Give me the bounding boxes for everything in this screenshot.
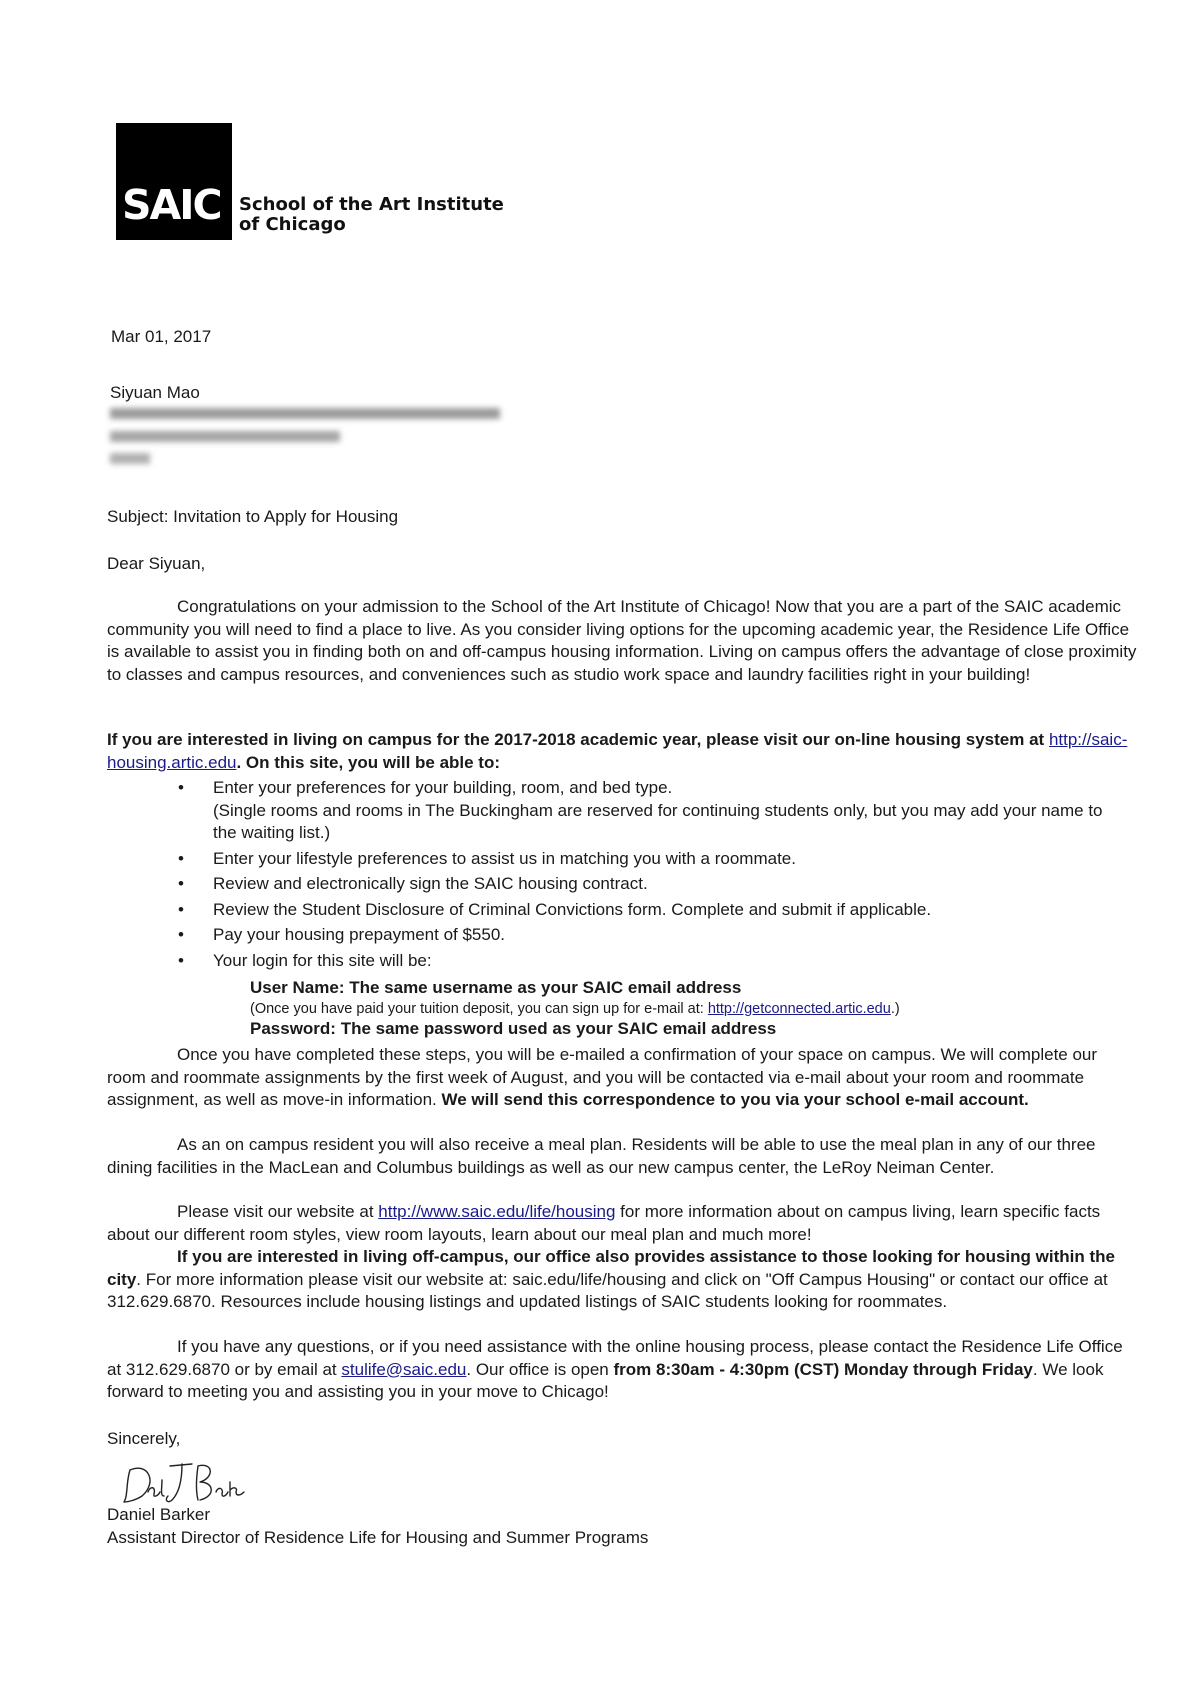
saic-logo — [116, 123, 232, 240]
bullet-icon: • — [178, 925, 184, 944]
on-campus-paragraph — [107, 729, 1137, 774]
website-text-end: for more information about on campus living, learn specific facts about our different room styles, view room layouts, learn about our meal plan and much more! — [107, 1202, 1101, 1244]
housing-steps-list — [170, 777, 1130, 975]
bullet-icon: • — [178, 848, 184, 868]
login-note-end: .) — [890, 1001, 900, 1017]
list-item — [170, 924, 1130, 947]
meal-plan-paragraph: As an on campus resident you will also receive a meal plan. Residents will be able to use the meal plan in any of our three dining facilities in the MacLean and Columbus buildings as well as our new campus center, the LeRoy Neiman Center. — [107, 1135, 1096, 1177]
salutation: Dear Siyuan, — [107, 554, 206, 573]
school-name-line1: School of the Art Institute — [239, 194, 504, 215]
contact-paragraph — [107, 1336, 1137, 1404]
list-item — [170, 873, 1130, 896]
email-link[interactable]: stulife@saic.edu — [341, 1359, 467, 1379]
list-item — [170, 950, 1130, 973]
bullet-icon: • — [178, 874, 184, 893]
housing-website-link[interactable]: http://www.saic.edu/life/housing — [378, 1202, 616, 1221]
signer-title: Assistant Director of Residence Life for Housing and Summer Programs — [107, 1528, 649, 1547]
getconnected-link[interactable]: http://getconnected.artic.edu — [707, 1001, 891, 1017]
closing: Sincerely, — [107, 1429, 181, 1448]
list-item-text: Pay your housing prepayment of $550. — [213, 925, 506, 944]
bullet-icon: • — [178, 950, 184, 970]
list-item-text: Review and electronically sign the SAIC housing contract. — [213, 874, 648, 893]
bullet-icon: • — [178, 778, 184, 797]
list-item — [170, 848, 1130, 871]
login-username: User Name: The same username as your SAIC email address — [250, 978, 742, 997]
recipient-name: Siyuan Mao — [110, 383, 200, 402]
confirmation-text: Once you have completed these steps, you will be e-mailed a confirmation of your space on campus. We will complete our room and roommate assignments by the first week of August, and you will be contacted via e-mail about your room and roommate assignment, as well as move-in information. — [107, 1045, 1098, 1109]
login-password: Password: The same password used as your SAIC email address — [250, 1019, 777, 1038]
signature-image — [118, 1452, 248, 1508]
intro-paragraph: Congratulations on your admission to the School of the Art Institute of Chicago! Now that you are a part of the SAIC academic community you will need to find a place to live. As you consider living options for the upcoming academic year, the Residence Life Office is available to assist you in finding both on and off-campus housing information. Living on campus offers the advantage of close proximity to classes and campus resources, and conveniences such as studio work space and laundry facilities right in your building! — [107, 597, 1137, 684]
list-item-text: Enter your preferences for your building, room, and bed type. — [213, 778, 673, 797]
school-name — [239, 195, 504, 235]
list-item-text: Your login for this site will be: — [213, 950, 432, 970]
login-note-text: (Once you have paid your tuition deposit, you can sign up for e-mail at: — [250, 1001, 708, 1017]
contact-text-end: . We look forward to meeting you and assisting you in your move to Chicago! — [107, 1359, 1104, 1401]
off-campus-paragraph — [107, 1246, 1137, 1314]
recipient-address-redacted — [110, 404, 500, 464]
housing-system-link[interactable]: http://saic-housing.artic.edu — [107, 730, 1128, 772]
website-paragraph — [107, 1201, 1137, 1246]
school-name-line2: of Chicago — [239, 214, 346, 235]
off-campus-bold: If you are interested in living off-campus, our office also provides assistance to those looking for housing within the city — [107, 1247, 1115, 1289]
website-text: Please visit our website at — [177, 1202, 379, 1221]
list-item — [170, 777, 1130, 845]
login-note — [250, 999, 900, 1020]
signer-name: Daniel Barker — [107, 1505, 210, 1524]
confirmation-paragraph — [107, 1044, 1137, 1112]
off-campus-text: . For more information please visit our website at: saic.edu/life/housing and click on "Off Campus Housing" or contact our office at 312.629.6870. Resources include housing listings and updated listings of SAIC students looking for roommates. — [107, 1269, 1108, 1311]
on-campus-text: If you are interested in living on campus for the 2017-2018 academic year, please visit our on-line housing system at — [107, 730, 1049, 749]
office-hours: from 8:30am - 4:30pm (CST) Monday through Friday — [613, 1359, 1033, 1379]
list-item-text: Enter your lifestyle preferences to assist us in matching you with a roommate. — [213, 848, 796, 868]
confirmation-bold: We will send this correspondence to you via your school e-mail account. — [436, 1090, 1029, 1109]
contact-text: If you have any questions, or if you need assistance with the online housing process, please contact the Residence Life Office at 312.629.6870 or by email at — [107, 1337, 1123, 1379]
list-item-text: Review the Student Disclosure of Criminal Convictions form. Complete and submit if applicable. — [213, 899, 932, 919]
list-item — [170, 899, 1130, 922]
logo-mark: SAIC — [122, 181, 221, 229]
letter-date: Mar 01, 2017 — [111, 327, 212, 346]
subject-line: Subject: Invitation to Apply for Housing — [107, 507, 399, 526]
bullet-icon: • — [178, 899, 184, 919]
contact-text-middle: . Our office is open — [466, 1359, 614, 1379]
on-campus-text-end: . On this site, you will be able to: — [236, 752, 501, 772]
list-item-subtext: (Single rooms and rooms in The Buckingham are reserved for continuing students only, but you may add your name to the waiting list.) — [213, 800, 1103, 842]
